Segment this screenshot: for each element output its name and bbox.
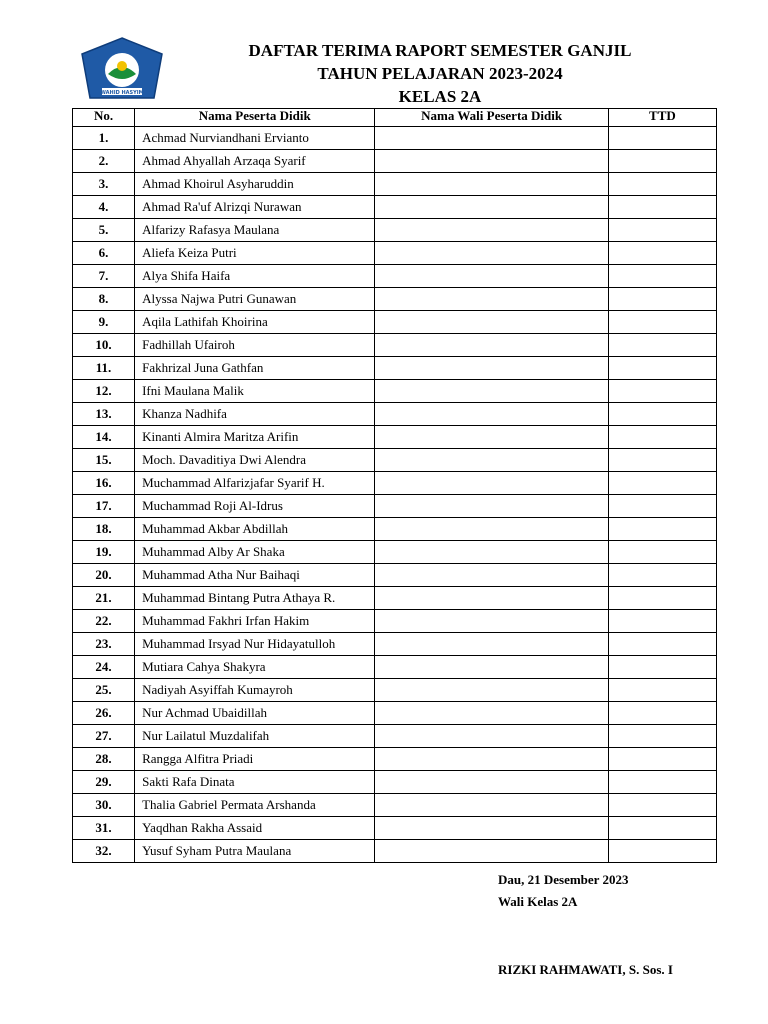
guardian-name-cell — [375, 265, 608, 288]
student-name: Ahmad Khoirul Asyharuddin — [135, 173, 375, 196]
row-number: 8. — [73, 288, 135, 311]
table-row — [73, 679, 717, 702]
signature-cell — [608, 633, 716, 656]
student-name: Aliefa Keiza Putri — [135, 242, 375, 265]
guardian-name-cell — [375, 748, 608, 771]
signature-cell — [608, 518, 716, 541]
guardian-name-cell — [375, 656, 608, 679]
guardian-name-cell — [375, 334, 608, 357]
header-student-name: Nama Peserta Didik — [135, 109, 375, 127]
table-row — [73, 610, 717, 633]
table-row — [73, 311, 717, 334]
signature-cell — [608, 794, 716, 817]
table-row — [73, 656, 717, 679]
signature-cell — [608, 840, 716, 863]
student-name: Rangga Alfitra Priadi — [135, 748, 375, 771]
student-name: Mutiara Cahya Shakyra — [135, 656, 375, 679]
student-name: Muhammad Irsyad Nur Hidayatulloh — [135, 633, 375, 656]
row-number: 10. — [73, 334, 135, 357]
student-name: Muhammad Bintang Putra Athaya R. — [135, 587, 375, 610]
table-row — [73, 840, 717, 863]
table-row — [73, 541, 717, 564]
signature-cell — [608, 311, 716, 334]
student-name: Yusuf Syham Putra Maulana — [135, 840, 375, 863]
signature-cell — [608, 656, 716, 679]
guardian-name-cell — [375, 817, 608, 840]
signature-cell — [608, 564, 716, 587]
row-number: 11. — [73, 357, 135, 380]
guardian-name-cell — [375, 196, 608, 219]
table-row — [73, 794, 717, 817]
header-signature: TTD — [608, 109, 716, 127]
row-number: 23. — [73, 633, 135, 656]
row-number: 4. — [73, 196, 135, 219]
guardian-name-cell — [375, 633, 608, 656]
table-row — [73, 449, 717, 472]
table-row — [73, 702, 717, 725]
student-name: Achmad Nurviandhani Ervianto — [135, 127, 375, 150]
row-number: 5. — [73, 219, 135, 242]
row-number: 26. — [73, 702, 135, 725]
student-name: Muchammad Alfarizjafar Syarif H. — [135, 472, 375, 495]
student-name: Sakti Rafa Dinata — [135, 771, 375, 794]
table-row — [73, 748, 717, 771]
table-row — [73, 518, 717, 541]
row-number: 6. — [73, 242, 135, 265]
guardian-name-cell — [375, 771, 608, 794]
signature-cell — [608, 426, 716, 449]
table-row — [73, 633, 717, 656]
row-number: 31. — [73, 817, 135, 840]
student-name: Fadhillah Ufairoh — [135, 334, 375, 357]
report-receipt-table — [72, 108, 717, 863]
signature-cell — [608, 771, 716, 794]
row-number: 28. — [73, 748, 135, 771]
table-row — [73, 472, 717, 495]
row-number: 9. — [73, 311, 135, 334]
signature-cell — [608, 725, 716, 748]
table-row — [73, 219, 717, 242]
table-row — [73, 564, 717, 587]
row-number: 20. — [73, 564, 135, 587]
table-row — [73, 817, 717, 840]
signature-cell — [608, 472, 716, 495]
table-row — [73, 173, 717, 196]
signature-cell — [608, 403, 716, 426]
guardian-name-cell — [375, 242, 608, 265]
header-guardian-name: Nama Wali Peserta Didik — [375, 109, 608, 127]
student-name: Ahmad Ahyallah Arzaqa Syarif — [135, 150, 375, 173]
row-number: 30. — [73, 794, 135, 817]
row-number: 32. — [73, 840, 135, 863]
signer-name: RIZKI RAHMAWATI, S. Sos. I — [498, 962, 673, 977]
row-number: 14. — [73, 426, 135, 449]
row-number: 15. — [73, 449, 135, 472]
row-number: 16. — [73, 472, 135, 495]
signature-cell — [608, 610, 716, 633]
student-name: Khanza Nadhifa — [135, 403, 375, 426]
row-number: 29. — [73, 771, 135, 794]
table-row — [73, 357, 717, 380]
guardian-name-cell — [375, 840, 608, 863]
guardian-name-cell — [375, 288, 608, 311]
table-row — [73, 265, 717, 288]
guardian-name-cell — [375, 587, 608, 610]
student-name: Muchammad Roji Al-Idrus — [135, 495, 375, 518]
student-name: Muhammad Alby Ar Shaka — [135, 541, 375, 564]
guardian-name-cell — [375, 449, 608, 472]
signature-cell — [608, 702, 716, 725]
guardian-name-cell — [375, 426, 608, 449]
table-row — [73, 242, 717, 265]
signature-cell — [608, 541, 716, 564]
student-name: Alyssa Najwa Putri Gunawan — [135, 288, 375, 311]
table-row — [73, 150, 717, 173]
signer-role: Wali Kelas 2A — [498, 894, 578, 909]
student-name: Yaqdhan Rakha Assaid — [135, 817, 375, 840]
student-name: Ifni Maulana Malik — [135, 380, 375, 403]
guardian-name-cell — [375, 150, 608, 173]
place-date: Dau, 21 Desember 2023 — [498, 872, 629, 887]
guardian-name-cell — [375, 794, 608, 817]
guardian-name-cell — [375, 495, 608, 518]
signature-cell — [608, 242, 716, 265]
signature-cell — [608, 288, 716, 311]
student-name: Aqila Lathifah Khoirina — [135, 311, 375, 334]
row-number: 22. — [73, 610, 135, 633]
signature-cell — [608, 748, 716, 771]
guardian-name-cell — [375, 472, 608, 495]
guardian-name-cell — [375, 127, 608, 150]
row-number: 18. — [73, 518, 135, 541]
table-row — [73, 334, 717, 357]
row-number: 21. — [73, 587, 135, 610]
guardian-name-cell — [375, 610, 608, 633]
student-name: Kinanti Almira Maritza Arifin — [135, 426, 375, 449]
signature-cell — [608, 380, 716, 403]
guardian-name-cell — [375, 219, 608, 242]
signature-cell — [608, 196, 716, 219]
signature-cell — [608, 357, 716, 380]
academic-year: TAHUN PELAJARAN 2023-2024 — [317, 64, 563, 83]
student-name: Alfarizy Rafasya Maulana — [135, 219, 375, 242]
guardian-name-cell — [375, 679, 608, 702]
row-number: 12. — [73, 380, 135, 403]
table-row — [73, 196, 717, 219]
guardian-name-cell — [375, 173, 608, 196]
table-row — [73, 426, 717, 449]
row-number: 27. — [73, 725, 135, 748]
row-number: 24. — [73, 656, 135, 679]
guardian-name-cell — [375, 725, 608, 748]
guardian-name-cell — [375, 702, 608, 725]
table-row — [73, 587, 717, 610]
guardian-name-cell — [375, 380, 608, 403]
student-name: Moch. Davaditiya Dwi Alendra — [135, 449, 375, 472]
signature-cell — [608, 587, 716, 610]
guardian-name-cell — [375, 357, 608, 380]
table-row — [73, 127, 717, 150]
student-name: Fakhrizal Juna Gathfan — [135, 357, 375, 380]
student-name: Muhammad Akbar Abdillah — [135, 518, 375, 541]
guardian-name-cell — [375, 541, 608, 564]
row-number: 19. — [73, 541, 135, 564]
class-name: KELAS 2A — [398, 87, 482, 106]
school-logo — [80, 36, 164, 104]
table-row — [73, 495, 717, 518]
table-row — [73, 403, 717, 426]
signature-cell — [608, 449, 716, 472]
svg-text:WAHID HASYIM: WAHID HASYIM — [100, 90, 144, 96]
guardian-name-cell — [375, 564, 608, 587]
table-row — [73, 288, 717, 311]
table-row — [73, 380, 717, 403]
signature-cell — [608, 495, 716, 518]
signature-cell — [608, 679, 716, 702]
student-name: Ahmad Ra'uf Alrizqi Nurawan — [135, 196, 375, 219]
row-number: 3. — [73, 173, 135, 196]
signature-cell — [608, 817, 716, 840]
student-name: Muhammad Atha Nur Baihaqi — [135, 564, 375, 587]
signature-cell — [608, 219, 716, 242]
student-name: Thalia Gabriel Permata Arshanda — [135, 794, 375, 817]
document-title: DAFTAR TERIMA RAPORT SEMESTER GANJIL — [248, 41, 632, 60]
header-no: No. — [73, 109, 135, 127]
student-name: Muhammad Fakhri Irfan Hakim — [135, 610, 375, 633]
signature-cell — [608, 150, 716, 173]
signature-cell — [608, 265, 716, 288]
signature-cell — [608, 173, 716, 196]
table-row — [73, 725, 717, 748]
guardian-name-cell — [375, 311, 608, 334]
signature-cell — [608, 334, 716, 357]
row-number: 25. — [73, 679, 135, 702]
row-number: 7. — [73, 265, 135, 288]
student-name: Nadiyah Asyiffah Kumayroh — [135, 679, 375, 702]
signature-cell — [608, 127, 716, 150]
row-number: 13. — [73, 403, 135, 426]
row-number: 17. — [73, 495, 135, 518]
row-number: 1. — [73, 127, 135, 150]
student-name: Nur Lailatul Muzdalifah — [135, 725, 375, 748]
table-row — [73, 771, 717, 794]
row-number: 2. — [73, 150, 135, 173]
student-name: Nur Achmad Ubaidillah — [135, 702, 375, 725]
table-header-row — [73, 109, 717, 127]
guardian-name-cell — [375, 403, 608, 426]
student-name: Alya Shifa Haifa — [135, 265, 375, 288]
guardian-name-cell — [375, 518, 608, 541]
